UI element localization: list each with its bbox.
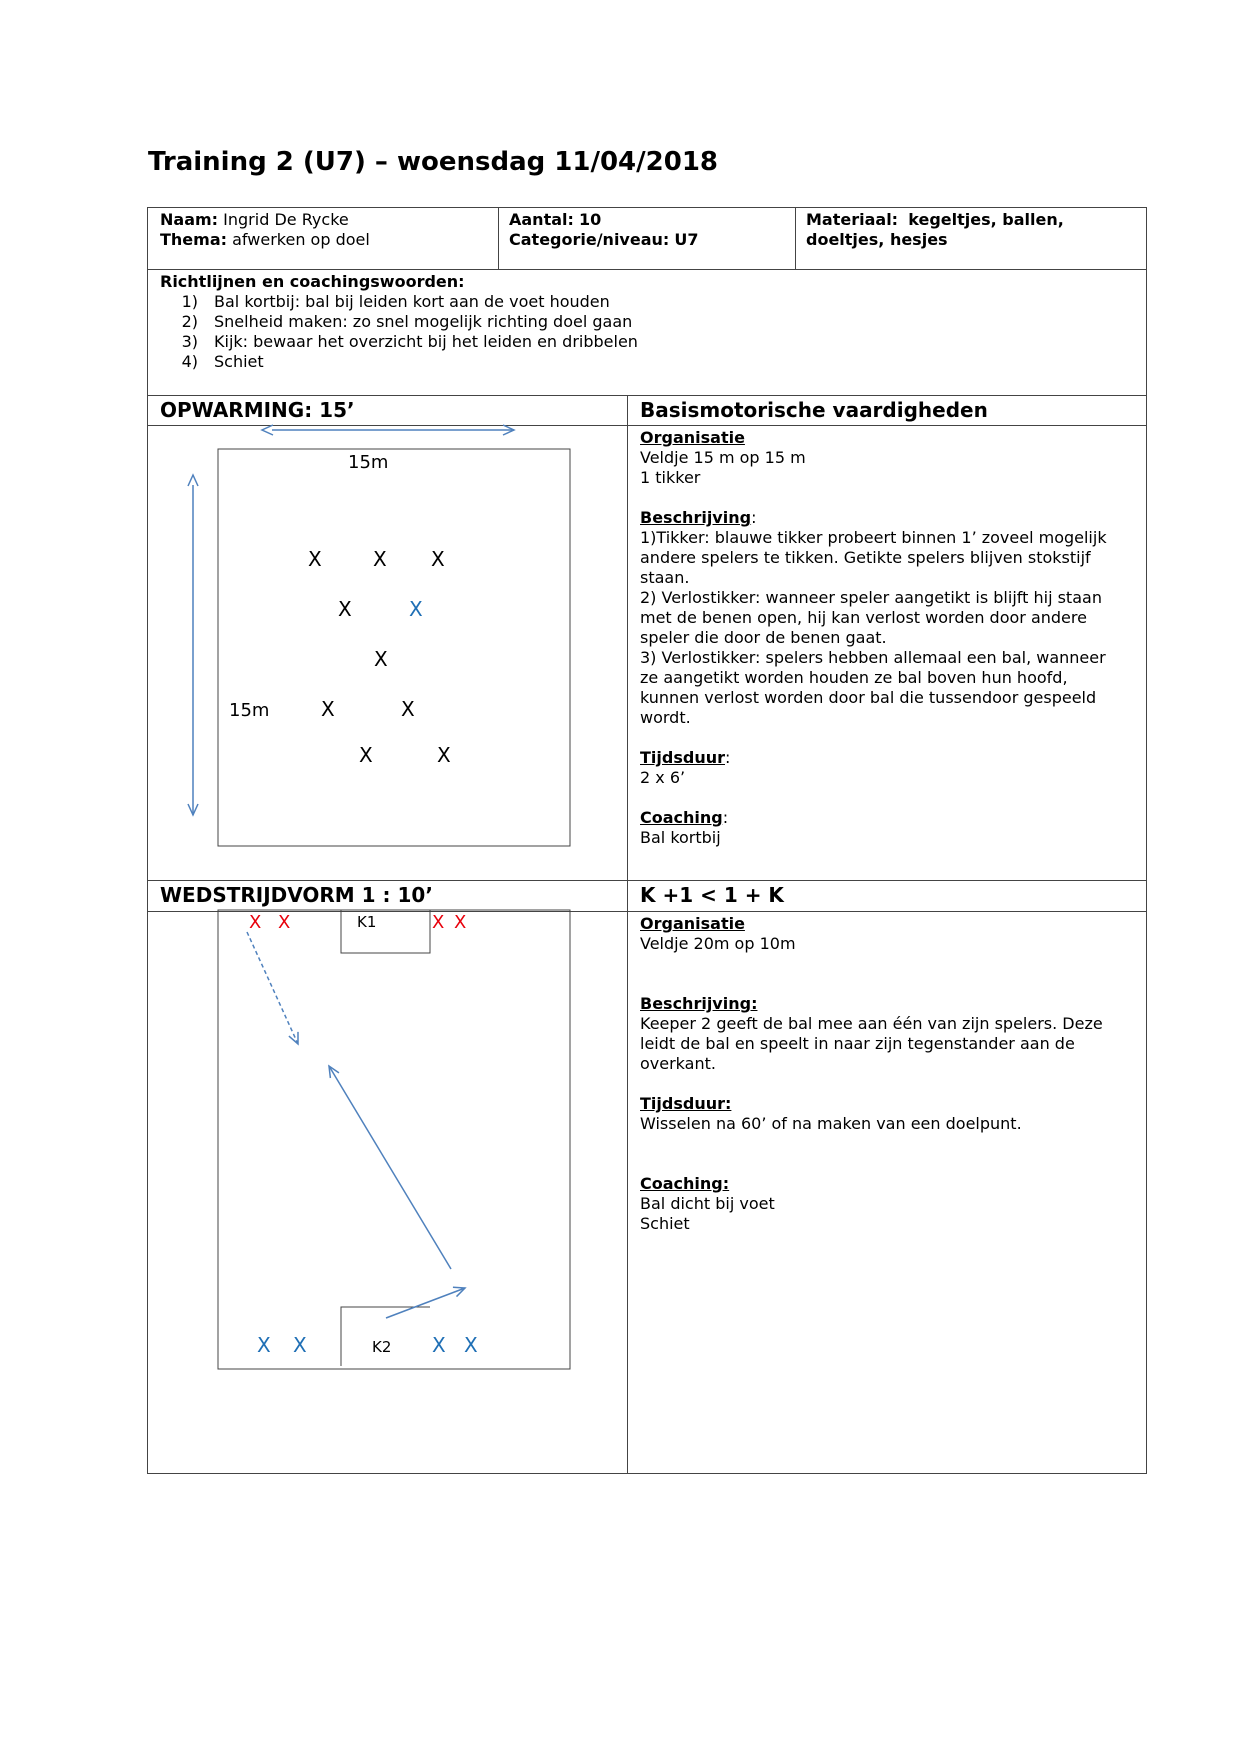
beschrijving-line: met de benen open, hij kan verlost worden door andere xyxy=(640,608,1087,627)
beschrijving-label: Beschrijving: xyxy=(640,994,758,1013)
organisatie-value: Veldje 20m op 10m xyxy=(640,934,796,953)
beschrijving-line: overkant. xyxy=(640,1054,716,1073)
list-item-number: 4) xyxy=(181,352,198,371)
field-rect xyxy=(218,910,570,1369)
list-item-text: Bal kortbij: bal bij leiden kort aan de voet houden xyxy=(214,292,610,311)
red-player-marker: X xyxy=(432,912,445,933)
goal-bottom xyxy=(341,1307,430,1366)
blue-player-marker: X xyxy=(432,1333,446,1357)
coaching-value: Bal kortbij xyxy=(640,828,721,847)
beschrijving-line: 3) Verlostikker: spelers hebben allemaal een bal, wanneer xyxy=(640,648,1106,667)
beschrijving-line: 1)Tikker: blauwe tikker probeert binnen 1’ zoveel mogelijk xyxy=(640,528,1107,547)
blue-player-marker: X xyxy=(293,1333,307,1357)
coaching-line: Schiet xyxy=(640,1214,690,1233)
blue-player-marker: X xyxy=(257,1333,271,1357)
beschrijving-line: staan. xyxy=(640,568,690,587)
player-marker: X xyxy=(321,697,335,721)
organisatie-label: Organisatie xyxy=(640,428,745,447)
opwarming-diagram xyxy=(193,430,570,846)
organisatie-line: Veldje 15 m op 15 m xyxy=(640,448,806,467)
beschrijving-line: wordt. xyxy=(640,708,691,727)
list-item-text: Kijk: bewaar het overzicht bij het leiden en dribbelen xyxy=(214,332,638,351)
categorie-label: Categorie/niveau: xyxy=(509,230,670,249)
pass-arrow xyxy=(329,1066,451,1269)
tijdsduur-value: Wisselen na 60’ of na maken van een doelpunt. xyxy=(640,1114,1022,1133)
page-title: Training 2 (U7) – woensdag 11/04/2018 xyxy=(148,147,719,177)
player-marker: X xyxy=(437,743,451,767)
coaching-line: Bal dicht bij voet xyxy=(640,1194,775,1213)
beschrijving-label: Beschrijving xyxy=(640,508,752,527)
red-player-marker: X xyxy=(249,912,262,933)
coaching-label: Coaching xyxy=(640,808,723,827)
player-marker: X xyxy=(373,547,387,571)
beschrijving-line: speler die door de benen gaat. xyxy=(640,628,887,647)
width-label: 15m xyxy=(348,452,389,473)
height-label: 15m xyxy=(229,700,270,721)
tijdsduur-value: 2 x 6’ xyxy=(640,768,686,787)
goal-bottom-label: K2 xyxy=(372,1338,392,1356)
red-player-marker: X xyxy=(278,912,291,933)
beschrijving-line: kunnen verlost worden door bal die tussendoor gespeeld xyxy=(640,688,1097,707)
player-marker: X xyxy=(359,743,373,767)
wedstrijdvorm-diagram xyxy=(218,910,570,1369)
beschrijving-line: leidt de bal en speelt in naar zijn tegenstander aan de xyxy=(640,1034,1075,1053)
player-marker: X xyxy=(308,547,322,571)
beschrijving-line: 2) Verlostikker: wanneer speler aangetikt is blijft hij staan xyxy=(640,588,1102,607)
materiaal-line1: kegeltjes, ballen, xyxy=(908,210,1064,229)
list-item-number: 1) xyxy=(181,292,198,311)
list-item-text: Schiet xyxy=(214,352,264,371)
naam-value: Ingrid De Rycke xyxy=(223,210,349,229)
list-item-number: 2) xyxy=(181,312,198,331)
beschrijving-line: andere spelers te tikken. Getikte spelers blijven stokstijf xyxy=(640,548,1091,567)
dribble-arrow xyxy=(247,932,298,1044)
coaching-label: Coaching: xyxy=(640,1174,730,1193)
materiaal-label: Materiaal: xyxy=(806,210,899,229)
goal-top-label: K1 xyxy=(357,913,377,931)
opwarming-description: Organisatie Veldje 15 m op 15 m 1 tikker Beschrijving: 1)Tikker: blauwe tikker probeert binnen 1’ zoveel mogelijk andere spelers te tikken. Getikte spelers blijven stokstijf staan. 2) Verlostikker: wanneer speler aangetikt is blijft hij staan met de benen open, hij kan verlost worden door andere speler die door de benen gaat. 3) Verlostikker: spelers hebben allemaal een bal, wanneer ze aangetikt worden houden ze bal boven hun hoofd, kunnen verlost worden door bal die tussendoor gespeeld wordt. Tijdsduur: 2 x 6’ Coaching: Bal kortbij xyxy=(640,428,1140,848)
player-marker: X xyxy=(401,697,415,721)
thema-value: afwerken op doel xyxy=(232,230,370,249)
k-plus-heading: K +1 < 1 + K xyxy=(640,883,784,907)
basismotorische-heading: Basismotorische vaardigheden xyxy=(640,398,988,422)
beschrijving-line: Keeper 2 geeft de bal mee aan één van zijn spelers. Deze xyxy=(640,1014,1103,1033)
list-item-text: Snelheid maken: zo snel mogelijk richting doel gaan xyxy=(214,312,633,331)
keeper-pass-arrow xyxy=(386,1288,465,1318)
thema-label: Thema: xyxy=(160,230,228,249)
player-marker: X xyxy=(338,597,352,621)
player-marker: X xyxy=(431,547,445,571)
opwarming-heading: OPWARMING: 15’ xyxy=(160,398,355,422)
organisatie-line: 1 tikker xyxy=(640,468,701,487)
materiaal-line2: doeltjes, hesjes xyxy=(806,230,948,249)
organisatie-label: Organisatie xyxy=(640,914,745,933)
field-rect xyxy=(218,449,570,846)
categorie-value: U7 xyxy=(674,230,699,249)
aantal-value: 10 xyxy=(579,210,602,229)
tagger-marker: X xyxy=(409,597,423,621)
player-marker: X xyxy=(374,647,388,671)
blue-player-marker: X xyxy=(464,1333,478,1357)
aantal-label: Aantal: xyxy=(509,210,574,229)
beschrijving-line: ze aangetikt worden houden ze bal boven hun hoofd, xyxy=(640,668,1068,687)
naam-label: Naam: xyxy=(160,210,219,229)
tijdsduur-label: Tijdsduur: xyxy=(640,1094,732,1113)
wedstrijdvorm-heading: WEDSTRIJDVORM 1 : 10’ xyxy=(160,883,433,907)
red-player-marker: X xyxy=(454,912,467,933)
richtlijnen-heading: Richtlijnen en coachingswoorden: xyxy=(160,272,465,291)
tijdsduur-label: Tijdsduur xyxy=(640,748,725,767)
list-item-number: 3) xyxy=(181,332,198,351)
goal-top xyxy=(341,910,430,953)
